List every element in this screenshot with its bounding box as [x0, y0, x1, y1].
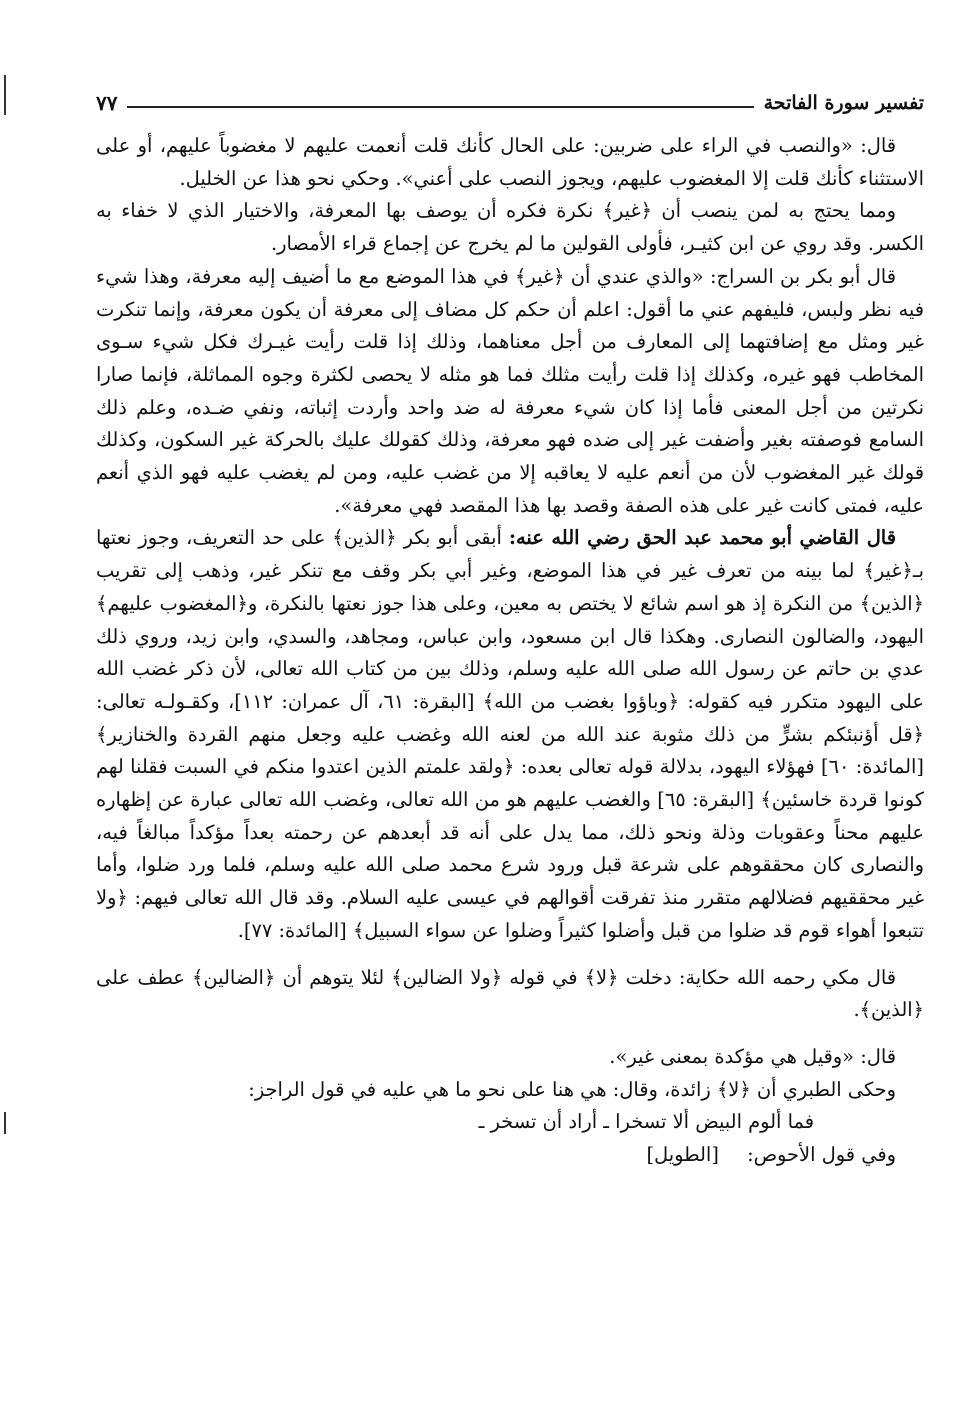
meter-label: [الطويل]: [646, 1143, 719, 1167]
paragraph: قال القاضي أبو محمد عبد الحق رضي الله عنه: أبقى أبو بكر ﴿الذين﴾ على حد التعريف، وجوز نعتها بـ﴿غير﴾ لما بينه من تعرف غير في هذا الموضع، وغير أبي بكر وقف مع تنكر غير، وذهب إلى تقريب ﴿الذين﴾ من النكرة إذ هو اسم شائع لا يختص به معين، وعلى هذا جوز نعتها بالنكرة، و﴿المغضوب عليهم﴾ اليهود، والضالون النصارى. وهكذا قال ابن مسعود، وابن عباس، ومجاهد، والسدي، وابن زيد، وروي ذلك عدي بن حاتم عن رسول الله صلى الله عليه وسلم، وذلك بين من كتاب الله تعالى، لأن ذكر غضب الله على اليهود متكرر فيه كقوله: ﴿وباؤوا بغضب من الله﴾ [البقرة: ٦١، آل عمران: ١١٢]، وكقـولـه تعالى: ﴿قل أؤنبئكم بشرٍّ من ذلك مثوبة عند الله من لعنه الله وغضب عليه وجعل منهم القردة والخنازير﴾ [المائدة: ٦٠] فهؤلاء اليهود، بدلالة قوله تعالى بعده: ﴿ولقد علمتم الذين اعتدوا منكم في السبت فقلنا لهم كونوا قردة خاسئين﴾ [البقرة: ٦٥] والغضب عليهم هو من الله تعالى، وغضب الله تعالى عبارة عن إظهاره عليهم محناً وعقوبات وذلة ونحو ذلك، مما يدل على أنه قد أبعدهم عن رحمته بعداً مؤكداً مبالغاً فيه، والنصارى كان محققوهم على شرعة قبل ورود شرع محمد صلى الله عليه وسلم، فلما ورد ضلوا، وأما غير محققيهم فضلالهم متقرر منذ تفرقت أقوالهم في عيسى عليه السلام. وقد قال الله تعالى فيهم: ﴿ولا تتبعوا أهواء قوم قد ضلوا من قبل وأضلوا كثيراً وضلوا عن سواء السبيل﴾ [المائدة: ٧٧].: [96, 526, 924, 942]
page-body: [96, 130, 924, 1385]
paragraph: قال أبو بكر بن السراج: «والذي عندي أن ﴿غير﴾ في هذا الموضع مع ما أضيف إليه معرفة، وهذا شيء فيه نظر ولبس، فليفهم عني ما أقول: اعلم أن حكم كل مضاف إلى معرفة أن يكون معرفة، وإنما تنكرت غير ومثل مع إضافتهما إلى المعارف من أجل معناهما، وذلك إذا قلت رأيت غيـرك فكل شيء سـوى المخاطب فهو غيره، وكذلك إذا قلت رأيت مثلك فما هو مثله لا يحصى لكثرة وجوه المماثلة، فإنما صارا نكرتين من أجل المعنى فأما إذا كان شيء معرفة له ضد واحد وأردت إثباته، ونفي ضـده، وعلم ذلك السامع فوصفته بغير وأضفت غير إلى ضده فهو معرفة، وذلك كقولك عليك بالحركة غير السكون، وكذلك قولك غير المغضوب لأن من أنعم عليه لا يعاقبه إلا من غضب عليه، ومن لم يغضب عليه فهو الذي أنعم عليه، فمتى كانت غير على هذه الصفة وقصد بها هذا المقصد فهي معرفة».: [96, 264, 924, 517]
closing-text: وفي قول الأحوص:: [747, 1143, 896, 1167]
closing-line: [96, 1139, 924, 1172]
paragraph: وحكى الطبري أن ﴿لا﴾ زائدة، وقال: هي هنا على نحو ما هي عليه في قول الراجز:: [248, 1077, 896, 1101]
paragraph: قال: «والنصب في الراء على ضربين: على الحال كأنك قلت أنعمت عليهم لا مغضوباً عليهم، أو على الاستثناء كأنك قلت إلا المغضوب عليهم، ويجوز النصب على أعني». وحكي نحو هذا عن الخليل.: [96, 134, 924, 190]
paragraph: ومما يحتج به لمن ينصب أن ﴿غير﴾ نكرة فكره أن يوصف بها المعرفة، والاختيار الذي لا خفاء به الكسر. وقد روي عن ابن كثيـر، فأولى القولين ما لم يخرج عن إجماع قراء الأمصار.: [96, 199, 924, 256]
verse-line: فما ألوم البيض ألا تسخرا ـ أراد أن تسخر ـ: [478, 1110, 814, 1134]
running-header: [96, 86, 924, 120]
qadi-lead: قال القاضي أبو محمد عبد الحق رضي الله عنه:: [508, 526, 896, 550]
page-number: ٧٧: [96, 91, 118, 115]
paragraph: قال: «وقيل هي مؤكدة بمعنى غير».: [609, 1044, 896, 1068]
scan-edge-mark: [4, 1112, 6, 1134]
header-rule: [127, 106, 753, 108]
chapter-title: تفسير سورة الفاتحة: [763, 92, 924, 114]
paragraph: قال مكي رحمه الله حكاية: دخلت ﴿لا﴾ في قوله ﴿ولا الضالين﴾ لئلا يتوهم أن ﴿الضالين﴾ عطف على ﴿الذين﴾.: [96, 965, 924, 1022]
scan-edge-mark: [4, 75, 6, 115]
